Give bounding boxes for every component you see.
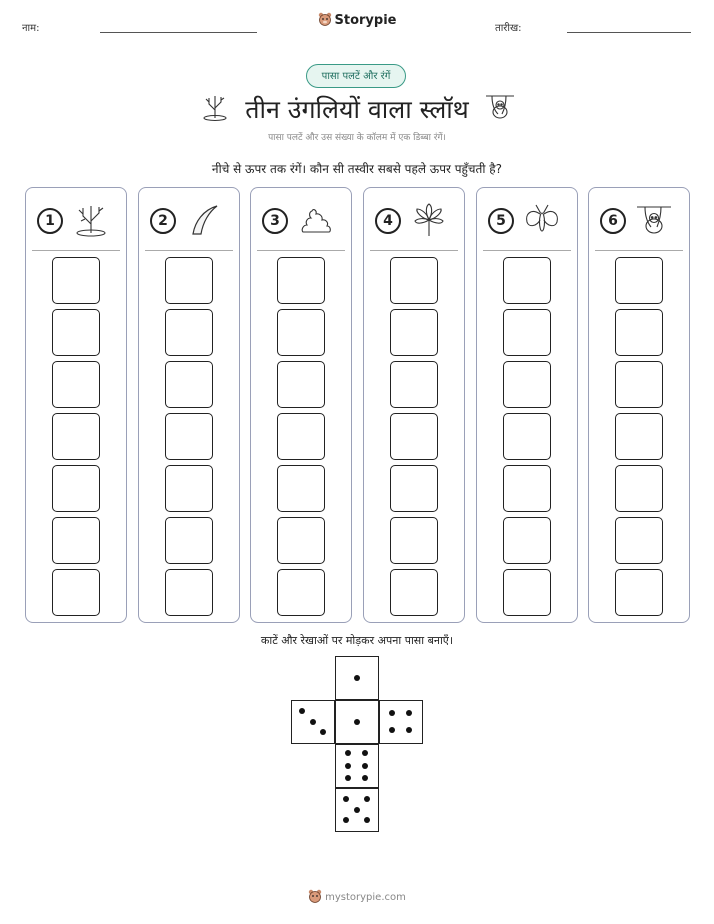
die-pip	[343, 817, 349, 823]
color-box[interactable]	[390, 257, 438, 304]
die-face-3	[291, 700, 335, 744]
die-pip	[299, 708, 305, 714]
color-box[interactable]	[165, 413, 213, 460]
color-box[interactable]	[52, 361, 100, 408]
coral-icon	[200, 92, 230, 122]
die-pip	[354, 675, 360, 681]
die-face-1	[335, 700, 379, 744]
column-number: 6	[600, 208, 626, 234]
die-pip	[320, 729, 326, 735]
color-box[interactable]	[615, 465, 663, 512]
column-divider	[370, 250, 458, 251]
color-box[interactable]	[165, 361, 213, 408]
column-number: 2	[150, 208, 176, 234]
color-box[interactable]	[615, 257, 663, 304]
die-pip	[406, 727, 412, 733]
color-box[interactable]	[503, 309, 551, 356]
die-face-1	[335, 656, 379, 700]
color-box[interactable]	[52, 569, 100, 616]
die-face-4	[379, 700, 423, 744]
color-box[interactable]	[503, 569, 551, 616]
brand-logo	[0, 12, 714, 30]
column-number: 3	[262, 208, 288, 234]
color-box[interactable]	[165, 569, 213, 616]
color-box[interactable]	[165, 257, 213, 304]
die-face-6	[335, 744, 379, 788]
column-divider	[257, 250, 345, 251]
color-box[interactable]	[390, 309, 438, 356]
color-box[interactable]	[165, 465, 213, 512]
column-number: 1	[37, 208, 63, 234]
color-box[interactable]	[52, 413, 100, 460]
die-pip	[364, 817, 370, 823]
color-box[interactable]	[165, 517, 213, 564]
color-box[interactable]	[615, 361, 663, 408]
color-box[interactable]	[390, 361, 438, 408]
color-box[interactable]	[165, 309, 213, 356]
date-label: तारीख:	[495, 23, 522, 34]
die-instruction: काटें और रेखाओं पर मोड़कर अपना पासा बनाएँ।	[260, 634, 454, 647]
die-pip	[343, 796, 349, 802]
die-pip	[362, 750, 368, 756]
die-face-5	[335, 788, 379, 832]
date-line[interactable]	[567, 32, 691, 33]
name-label: नाम:	[22, 23, 40, 34]
color-box[interactable]	[615, 517, 663, 564]
color-box[interactable]	[277, 517, 325, 564]
color-box[interactable]	[277, 361, 325, 408]
leaf-icon	[410, 202, 448, 238]
color-box[interactable]	[503, 413, 551, 460]
die-pip	[362, 775, 368, 781]
column-5	[476, 187, 578, 623]
color-box[interactable]	[503, 517, 551, 564]
subtitle: पासा पलटें और उस संख्या के कॉलम में एक डिब्बा रंगें।	[268, 133, 446, 143]
die-pip	[364, 796, 370, 802]
color-box[interactable]	[503, 257, 551, 304]
color-box[interactable]	[52, 309, 100, 356]
color-box[interactable]	[615, 413, 663, 460]
die-pip	[310, 719, 316, 725]
die-pip	[345, 750, 351, 756]
column-number: 5	[488, 208, 514, 234]
sloth-icon	[635, 202, 673, 238]
die-pip	[345, 763, 351, 769]
brand-name: Storypie	[334, 13, 397, 28]
footer-url: mystorypie.com	[325, 892, 406, 903]
column-4	[363, 187, 465, 623]
color-box[interactable]	[615, 309, 663, 356]
color-box[interactable]	[277, 309, 325, 356]
sloth-icon	[484, 92, 516, 122]
color-box[interactable]	[390, 413, 438, 460]
die-pip	[354, 719, 360, 725]
column-divider	[595, 250, 683, 251]
column-6	[588, 187, 690, 623]
color-box[interactable]	[52, 465, 100, 512]
claw-icon	[185, 202, 223, 238]
die-pip	[354, 807, 360, 813]
color-box[interactable]	[277, 257, 325, 304]
activity-tag: पासा पलटें और रंगें	[306, 64, 406, 88]
die-pip	[389, 727, 395, 733]
color-box[interactable]	[52, 257, 100, 304]
poop-icon	[297, 202, 335, 238]
column-divider	[32, 250, 120, 251]
color-box[interactable]	[615, 569, 663, 616]
die-pip	[389, 710, 395, 716]
bear-logo-icon	[308, 889, 322, 906]
column-1	[25, 187, 127, 623]
column-number: 4	[375, 208, 401, 234]
color-box[interactable]	[390, 465, 438, 512]
color-box[interactable]	[277, 569, 325, 616]
die-pip	[345, 775, 351, 781]
column-2	[138, 187, 240, 623]
column-divider	[145, 250, 233, 251]
footer	[0, 889, 714, 906]
column-divider	[483, 250, 571, 251]
color-box[interactable]	[390, 569, 438, 616]
question: नीचे से ऊपर तक रंगें। कौन सी तस्वीर सबसे पहले ऊपर पहुँचती है?	[211, 162, 503, 176]
page-title: तीन उंगलियों वाला स्लॉथ	[245, 95, 469, 124]
column-3	[250, 187, 352, 623]
bear-logo-icon	[318, 12, 332, 30]
moth-icon	[523, 202, 561, 238]
color-box[interactable]	[390, 517, 438, 564]
color-box[interactable]	[503, 465, 551, 512]
color-box[interactable]	[52, 517, 100, 564]
coral-icon	[72, 202, 110, 238]
color-box[interactable]	[277, 465, 325, 512]
color-box[interactable]	[503, 361, 551, 408]
die-pip	[406, 710, 412, 716]
die-pip	[362, 763, 368, 769]
color-box[interactable]	[277, 413, 325, 460]
name-line[interactable]	[100, 32, 257, 33]
